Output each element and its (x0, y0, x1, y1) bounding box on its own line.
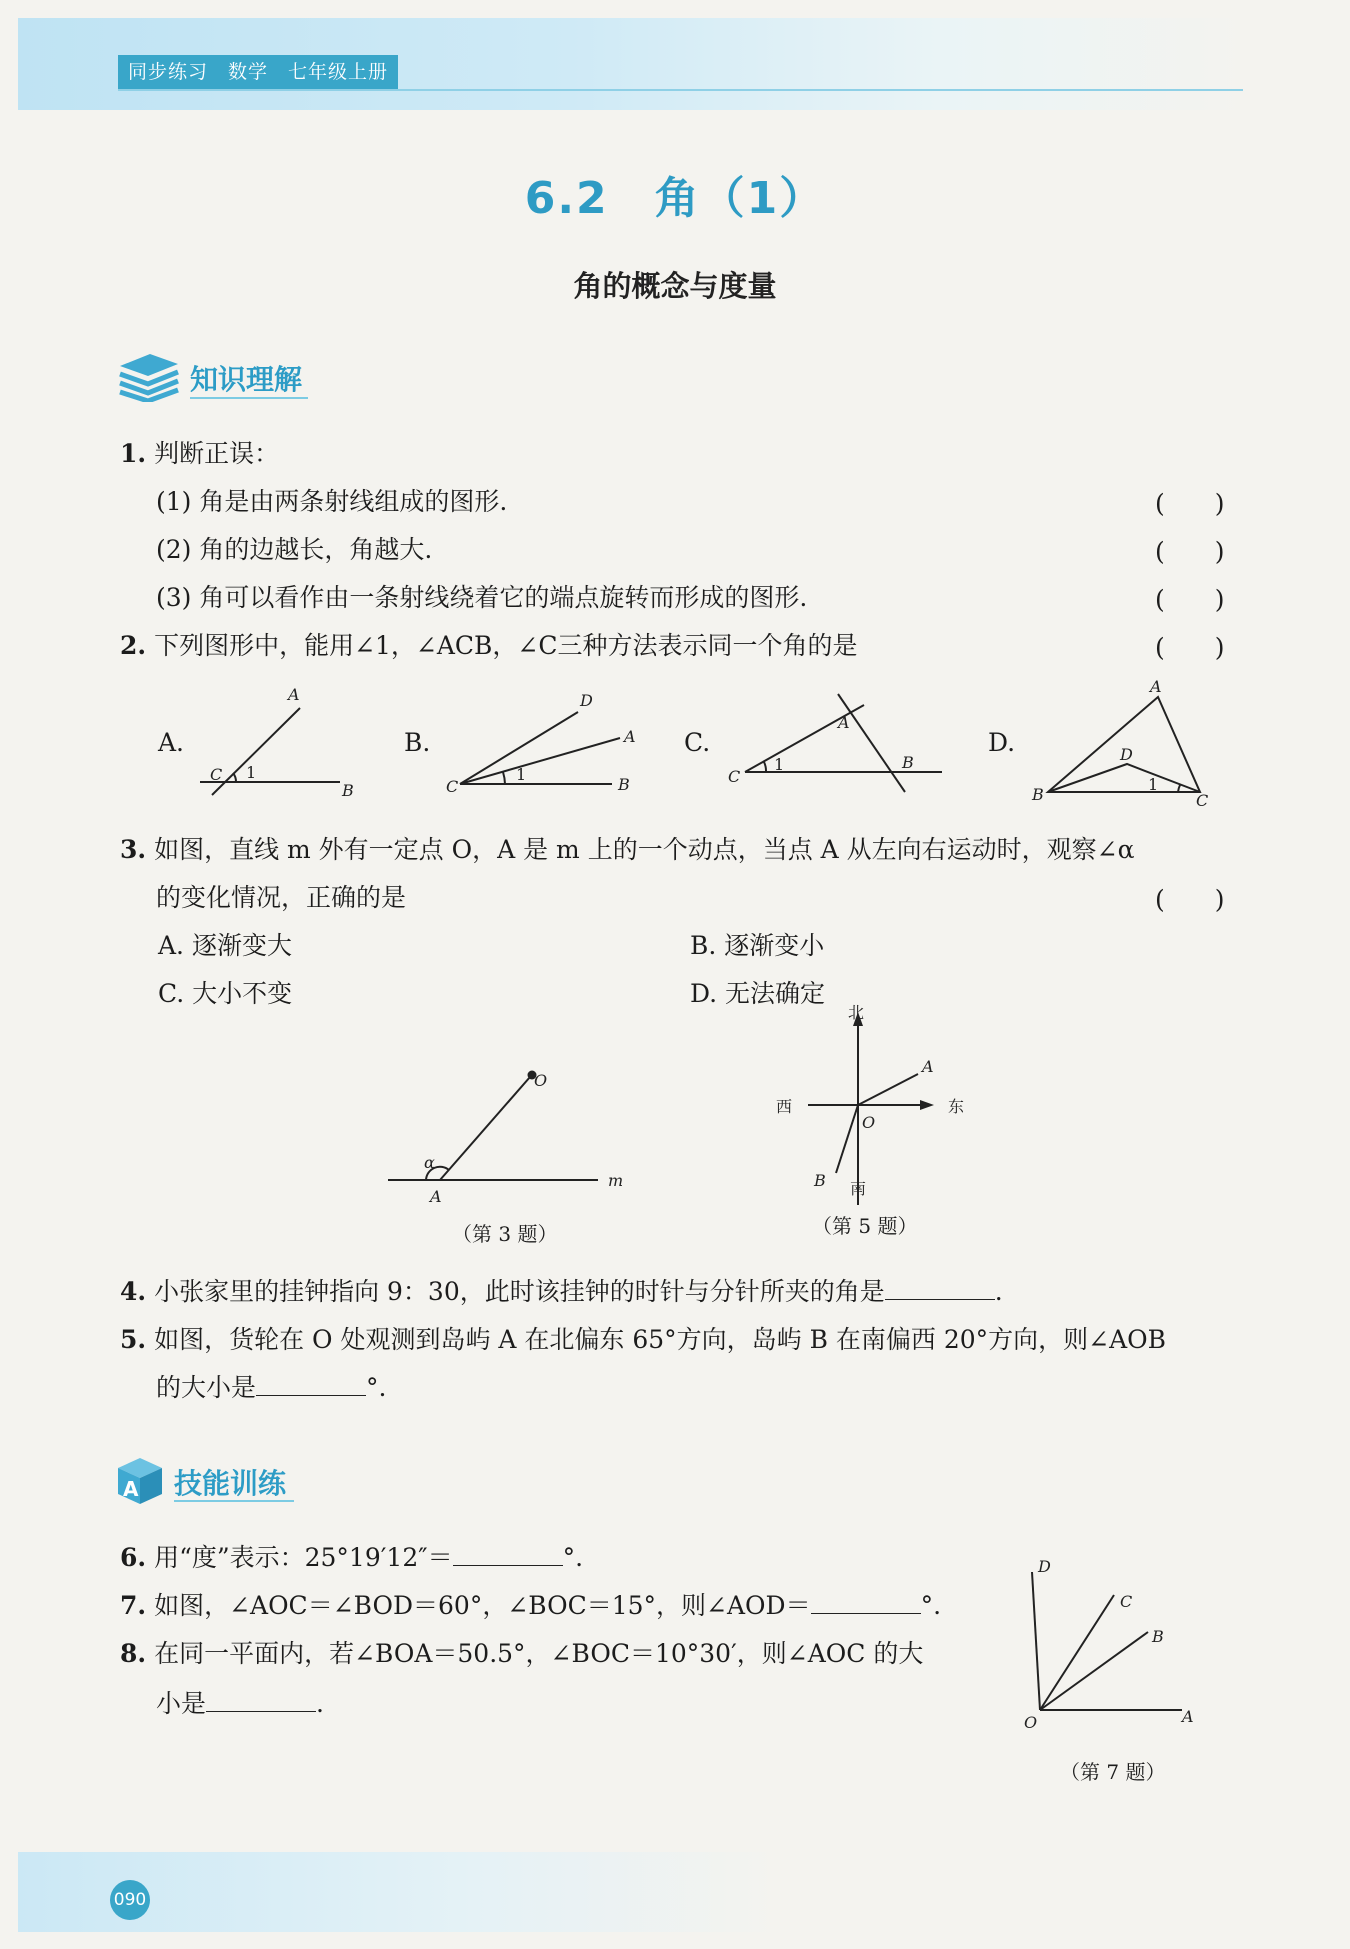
answer-paren: ( ) (1155, 537, 1225, 566)
q2-stem: 2. 下列图形中，能用∠1，∠ACB，∠C三种方法表示同一个角的是 (120, 631, 858, 660)
fig-c-label-b: B (902, 753, 914, 772)
q5-text-line2: 的大小是 °. (156, 1373, 387, 1402)
fig-d-label-a: A (1150, 677, 1162, 696)
fig-b-label-1: 1 (516, 765, 527, 784)
fig5-label-east: 东 (948, 1097, 965, 1116)
q8-text-line1: 8. 在同一平面内，若∠BOA＝50.5°，∠BOC＝10°30′，则∠AOC 的大 (120, 1639, 924, 1668)
fig3-label-alpha: α (424, 1153, 435, 1172)
q1-stem: 1. 判断正误： (120, 439, 280, 468)
caption-q5: （第 5 题） (812, 1214, 918, 1238)
q2-option-d: D. (988, 728, 1016, 757)
q6-text: 6. 用“度”表示：25°19′12″＝ °. (120, 1543, 584, 1572)
fig-d-label-d: D (1120, 745, 1133, 764)
fig-c-label-a: A (838, 713, 850, 732)
fig3-label-o: O (534, 1071, 548, 1090)
answer-paren: ( ) (1155, 585, 1225, 614)
fig-b-label-a: A (624, 727, 636, 746)
fig-b-label-b: B (618, 775, 630, 794)
fig5-label-south: 南 (850, 1179, 867, 1198)
fig-c-label-1: 1 (774, 755, 785, 774)
fig7-ray-oc (1040, 1595, 1114, 1710)
q1-item-2: (2) 角的边越长，角越大. (156, 535, 433, 564)
fig-a-label-b: B (342, 781, 354, 800)
q3-option-b: B. 逐渐变小 (690, 931, 825, 960)
fig7-label-a: A (1182, 1707, 1194, 1726)
section-knowledge-heading: 知识理解 (190, 363, 303, 396)
fig7-label-d: D (1038, 1557, 1051, 1576)
page-subtitle: 角的概念与度量 (573, 269, 777, 303)
page-number: 090 (110, 1880, 150, 1920)
section-skills-heading: 技能训练 (174, 1467, 287, 1500)
q5-text-line1: 5. 如图，货轮在 O 处观测到岛屿 A 在北偏东 65°方向，岛屿 B 在南偏西 20°方向，则∠AOB (120, 1325, 1167, 1354)
caption-q3: （第 3 题） (452, 1222, 558, 1246)
answer-paren: ( ) (1155, 633, 1225, 662)
q4-text: 4. 小张家里的挂钟指向 9：30，此时该挂钟的时针与分针所夹的角是 . (120, 1277, 1003, 1306)
book-tag: 同步练习 数学 七年级上册 (118, 55, 398, 89)
fig5-label-o: O (862, 1113, 876, 1132)
fig5-label-a: A (922, 1057, 934, 1076)
fig-d-label-b: B (1032, 785, 1044, 804)
fig7-label-c: C (1120, 1592, 1133, 1611)
answer-paren: ( ) (1155, 885, 1225, 914)
q8-text-line2: 小是 . (156, 1689, 324, 1718)
fig-a-label-1: 1 (246, 763, 257, 782)
q1-item-3: (3) 角可以看作由一条射线绕着它的端点旋转而形成的图形. (156, 583, 808, 612)
fig-a-label-a: A (288, 685, 300, 704)
fig7-ray-ob (1040, 1632, 1148, 1710)
fig3-label-m: m (608, 1171, 624, 1190)
page-title: 6.2 角（1） (524, 173, 826, 224)
caption-q7: （第 7 题） (1060, 1760, 1166, 1784)
q2-option-a: A. (158, 728, 185, 757)
q3-option-c: C. 大小不变 (158, 979, 293, 1008)
fig3-label-a: A (430, 1187, 442, 1206)
fig-d-label-1: 1 (1148, 775, 1159, 794)
fig-c-label-c: C (728, 767, 741, 786)
fig-a-label-c: C (210, 765, 223, 784)
fig5-label-west: 西 (776, 1097, 793, 1116)
q1-item-1: (1) 角是由两条射线组成的图形. (156, 487, 508, 516)
q2-option-b: B. (404, 728, 431, 757)
fig7-label-o: O (1024, 1713, 1038, 1732)
fig7-label-b: B (1152, 1627, 1164, 1646)
fig5-label-b: B (814, 1171, 826, 1190)
q3-option-d: D. 无法确定 (690, 979, 826, 1008)
fig5-label-north: 北 (848, 1003, 865, 1022)
q3-stem-line1: 3. 如图，直线 m 外有一定点 O，A 是 m 上的一个动点，当点 A 从左向右运动时，观察∠α (120, 835, 1135, 864)
answer-paren: ( ) (1155, 489, 1225, 518)
q3-option-a: A. 逐渐变大 (158, 931, 292, 960)
q7-text: 7. 如图，∠AOC＝∠BOD＝60°，∠BOC＝15°，则∠AOD＝ °. (120, 1591, 942, 1620)
fig-b-label-d: D (580, 691, 593, 710)
q3-stem-line2: 的变化情况，正确的是 (156, 883, 407, 912)
fig7-ray-od (1032, 1572, 1040, 1710)
svg-text:A: A (123, 1477, 139, 1501)
fig-d-label-c: C (1196, 791, 1209, 810)
fig-b-label-c: C (446, 777, 459, 796)
q2-option-c: C. (684, 728, 711, 757)
